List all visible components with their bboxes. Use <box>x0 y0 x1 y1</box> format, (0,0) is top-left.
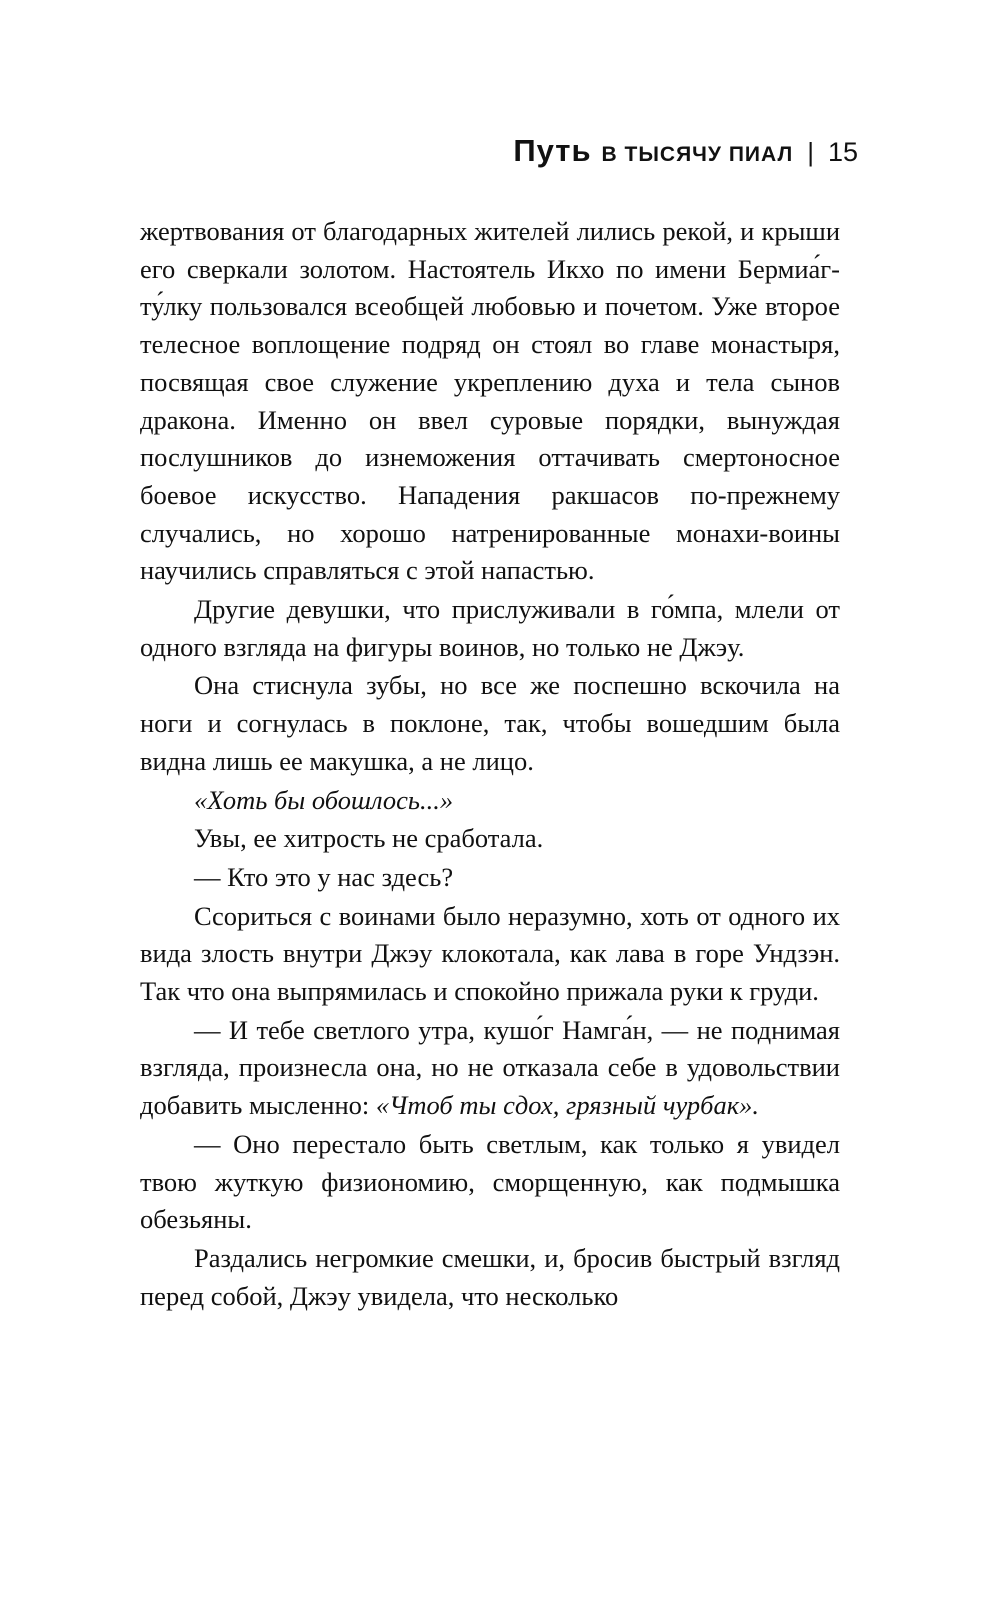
running-head <box>513 133 858 169</box>
paragraph: Ссориться с воинами было неразумно, хоть от одного их вида злость внутри Джэу клокотала, как лава в горе Ундзэн. Так что она выпрямилась и спокойно прижала руки к груди. <box>140 900 840 1007</box>
paragraph-dialogue: — Оно перестало быть светлым, как только я увидел твою жуткую физиономию, сморщенную, как подмышка обезьяны. <box>140 1128 840 1235</box>
paragraph-italic-thought: «Хоть бы обошлось...» <box>194 784 454 815</box>
running-head-title-small: В ТЫСЯЧУ ПИАЛ <box>601 143 794 166</box>
italic-thought: «Чтоб ты сдох, грязный чурбак». <box>375 1090 760 1121</box>
paragraph: Другие девушки, что прислуживали в го́мпа, млели от одного взгляда на фигуры воинов, но только не Джэу. <box>140 594 840 662</box>
running-head-separator: | <box>807 137 814 167</box>
paragraph: жертвования от благодарных жителей лились рекой, и крыши его сверкали золотом. Настоятель Икхо по имени Бермиа́г-ту́лку пользовался всеобщей любовью и почетом. Уже второе телесное воплощение подряд он стоял во главе монастыря, посвящая свое служение укреплению духа и тела сынов дракона. Именно он ввел суровые порядки, вынуждая послушников до изнеможения оттачивать смертоносное боевое искусство. Нападения ракшасов по-прежнему случались, но хорошо натренированные монахи-воины научились справляться с этой напастью. <box>140 216 840 586</box>
page-number: 15 <box>827 137 858 167</box>
paragraph-dialogue: — Кто это у нас здесь? <box>194 861 454 892</box>
running-head-title-big: Путь <box>513 133 592 168</box>
paragraph: Увы, ее хитрость не сработала. <box>194 823 544 854</box>
body-text <box>140 213 840 1315</box>
paragraph: Раздались негромкие смешки, и, бросив быстрый взгляд перед собой, Джэу увидела, что несколько <box>140 1242 840 1311</box>
dialogue-text: — И тебе светлого утра, кушо́г Намга́н, — не поднимая взгляда, произнесла она, но не отказала себе в удовольствии добавить мысленно: <box>140 1014 840 1121</box>
paragraph: Она стиснула зубы, но все же поспешно вскочила на ноги и согнулась в поклоне, так, чтобы вошедшим была видна лишь ее макушка, а не лицо. <box>140 670 840 776</box>
paragraph-dialogue <box>140 1012 840 1125</box>
